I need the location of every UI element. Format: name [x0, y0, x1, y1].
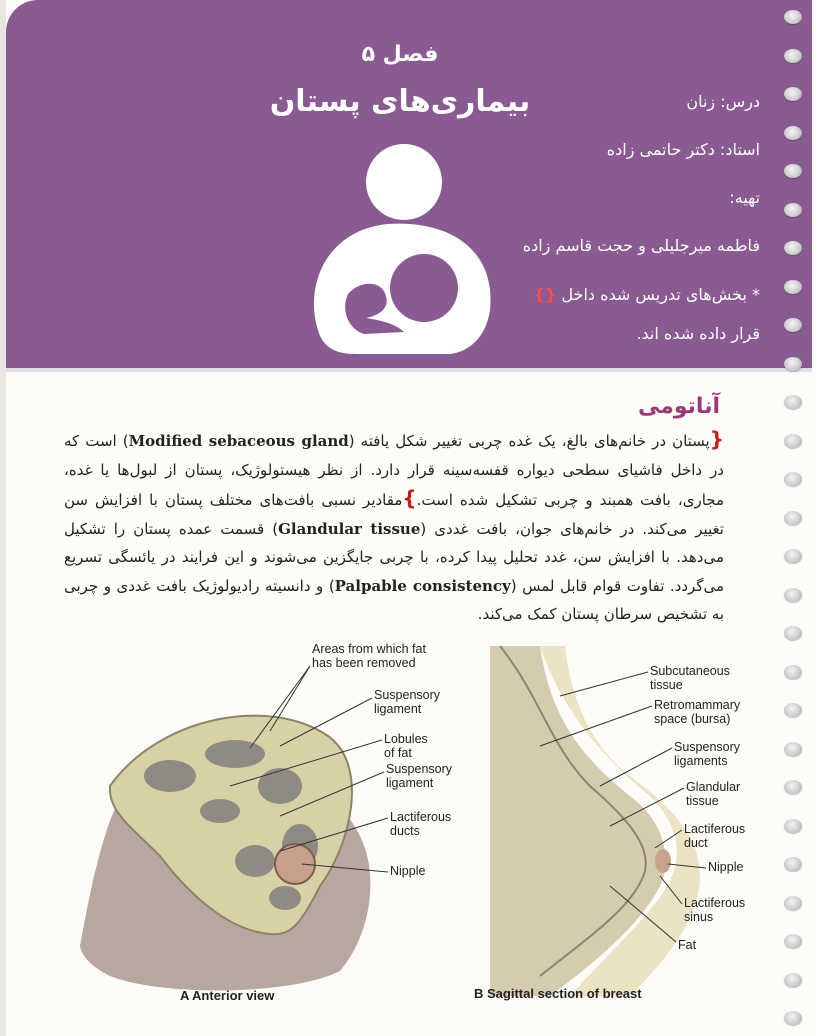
- note-text-1: * بخش‌های تدریس شده داخل: [561, 285, 760, 304]
- authors-label: فاطمه میرجلیلی و حجت قاسم زاده: [522, 236, 760, 255]
- binding-ring: [784, 665, 802, 679]
- binding-ring: [784, 164, 802, 178]
- anatomy-paragraph: [64, 425, 724, 629]
- label-nipple-a: Nipple: [390, 864, 426, 878]
- binding-ring: [784, 626, 802, 640]
- binding-ring: [784, 703, 802, 717]
- section-title: آناتومی: [638, 394, 720, 419]
- label-lactiferous-ducts: Lactiferous ducts: [390, 810, 452, 838]
- binding-ring: [784, 280, 802, 294]
- instructor-label: استاد: دکتر حاتمی زاده: [606, 140, 760, 159]
- binding-ring: [784, 241, 802, 255]
- binding-ring: [784, 934, 802, 948]
- label-nipple-b: Nipple: [708, 860, 744, 874]
- header-divider: [6, 368, 812, 372]
- chapter-number: فصل ۵: [361, 42, 439, 67]
- label-lobules-of-fat: Lobules of fat: [384, 732, 428, 760]
- label-lactiferous-sinus: Lactiferous sinus: [684, 896, 746, 924]
- binding-ring: [784, 87, 802, 101]
- binding-ring: [784, 395, 802, 409]
- caption-anterior-view: A Anterior view: [180, 988, 275, 1003]
- label-suspensory-ligament-a1: Suspensory ligament: [374, 688, 441, 716]
- binding-ring: [784, 318, 802, 332]
- binding-ring: [784, 49, 802, 63]
- brace-close: }: [402, 486, 417, 510]
- binding-ring: [784, 357, 802, 371]
- note-line-1: [534, 285, 760, 304]
- label-glandular-tissue: Glandular tissue: [686, 780, 741, 808]
- binding-ring: [784, 511, 802, 525]
- label-suspensory-ligaments-b: Suspensory ligaments: [674, 740, 741, 768]
- binding-ring: [784, 973, 802, 987]
- label-suspensory-ligament-a2: Suspensory ligament: [386, 762, 453, 790]
- binding-ring: [784, 819, 802, 833]
- binding-ring: [784, 1011, 802, 1025]
- binding-ring: [784, 896, 802, 910]
- course-label: درس: زنان: [686, 92, 760, 111]
- leader-lines: [70, 636, 770, 1016]
- term-glandular: Glandular tissue: [278, 519, 421, 538]
- label-fat: Fat: [678, 938, 697, 952]
- binding-ring: [784, 857, 802, 871]
- label-fat-removed: Areas from which fat has been removed: [312, 642, 426, 670]
- binding-ring: [784, 472, 802, 486]
- binding-ring: [784, 549, 802, 563]
- p-text-1: پستان در خانم‌های بالغ، یک غده چربی تغییر شکل یافته (: [348, 432, 710, 450]
- binding-ring: [784, 780, 802, 794]
- p-text-5: ) و دانسیته رادیولوژیک بافت غددی و چربی به تشخیص سرطان پستان کمک می‌کند.: [64, 576, 724, 623]
- label-retromammary-space: Retromammary space (bursa): [654, 698, 741, 726]
- label-subcutaneous-tissue: Subcutaneous tissue: [650, 664, 730, 692]
- binding-ring: [784, 588, 802, 602]
- term-palpable: Palpable consistency: [334, 576, 511, 595]
- p-text-4: ) قسمت عمده پستان را تشکیل می‌دهد. با افزایش سن، غدد تحلیل پیدا کرده، با چربی جایگزین می‌شوند و این فرایند در یائسگی تسریع می‌گردد. تفاوت قوام قابل لمس (: [64, 519, 724, 595]
- chapter-title: بیماری‌های پستان: [269, 84, 531, 119]
- breast-anatomy-figure: [70, 636, 770, 1016]
- binding-ring: [784, 742, 802, 756]
- term-modified-sebaceous: Modified sebaceous gland: [128, 432, 349, 450]
- binding-ring: [784, 434, 802, 448]
- caption-sagittal-section: B Sagittal section of breast: [474, 986, 642, 1001]
- p-text-3: مقادیر نسبی بافت‌های مختلف پستان با افزایش سن تغییر می‌کند. در خانم‌های جوان، بافت غددی (: [64, 491, 724, 538]
- brace-open: {: [709, 427, 724, 451]
- binding-ring: [784, 10, 802, 24]
- mother-child-icon: [300, 140, 500, 358]
- binding-ring: [784, 126, 802, 140]
- note-line-2: قرار داده شده اند.: [636, 324, 760, 343]
- note-brace-mark: {}: [533, 285, 557, 304]
- binding-ring: [784, 203, 802, 217]
- p-text-2: ) است که در داخل فاشیای سطحی دیواره قفسه‌سینه قرار دارد. از نظر هیستولوژیک، پستان از لبول‌ها یا غده، مجاری، بافت همبند و چربی تشکیل شده است.: [64, 432, 724, 509]
- label-lactiferous-duct: Lactiferous duct: [684, 822, 746, 850]
- prepared-label: تهیه:: [729, 188, 760, 207]
